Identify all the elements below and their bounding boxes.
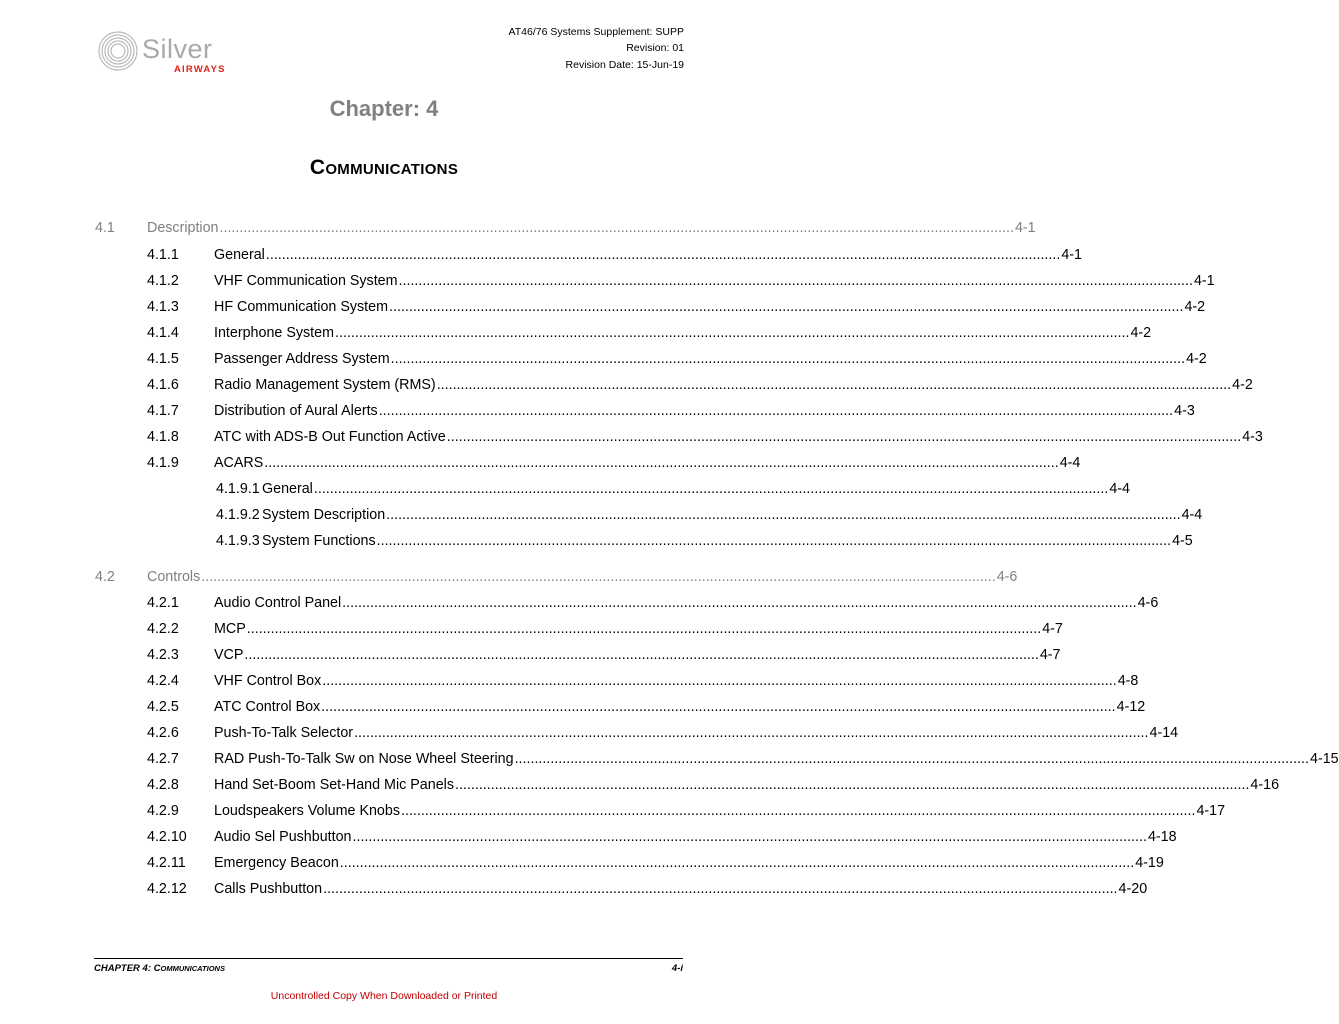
toc-entry-number: 4.2.11 bbox=[147, 855, 186, 871]
toc-entry-number: 4.2.5 bbox=[147, 699, 179, 715]
toc-entry[interactable] bbox=[147, 827, 1177, 847]
revision-number: Revision: 01 bbox=[626, 42, 684, 54]
toc-leader-dots: ........................................................................................................................................................................................................ bbox=[401, 803, 1196, 819]
toc-entry[interactable] bbox=[147, 427, 1263, 447]
toc-leader-dots: ........................................................................................................................................................................................................ bbox=[201, 569, 996, 585]
toc-entry[interactable] bbox=[147, 349, 1207, 369]
toc-entry-title: HF Communication System bbox=[214, 299, 388, 315]
toc-entry-page: 4-19 bbox=[1135, 855, 1164, 871]
toc-entry-page: 4-1 bbox=[1061, 247, 1082, 263]
toc-entry-title: VCP bbox=[214, 647, 244, 663]
toc-entry[interactable] bbox=[147, 453, 1081, 473]
toc-entry-number: 4.1.9 bbox=[147, 455, 179, 471]
toc-leader-dots: ........................................................................................................................................................................................................ bbox=[339, 855, 1135, 871]
toc-entry-page: 4-6 bbox=[1137, 595, 1159, 611]
chapter-heading bbox=[0, 156, 768, 180]
toc-entry-title: Calls Pushbutton bbox=[214, 881, 323, 897]
toc-leader-dots: ........................................................................................................................................................................................................ bbox=[376, 533, 1172, 549]
toc-entry-number: 4.1 bbox=[95, 220, 115, 236]
footer-page-number: 4-i bbox=[671, 963, 683, 974]
toc-entry[interactable] bbox=[147, 297, 1206, 317]
toc-entry[interactable] bbox=[95, 218, 1036, 238]
toc-entry-title: General bbox=[214, 247, 265, 263]
toc-entry-page: 4-14 bbox=[1149, 725, 1179, 741]
toc-leader-dots: ........................................................................................................................................................................................................ bbox=[321, 699, 1116, 715]
toc-entry-number: 4.2.9 bbox=[147, 803, 179, 819]
toc-entry[interactable] bbox=[147, 697, 1146, 717]
toc-leader-dots: ........................................................................................................................................................................................................ bbox=[322, 673, 1117, 689]
toc-entry[interactable] bbox=[147, 619, 1063, 639]
toc-entry-page: 4-5 bbox=[1172, 533, 1193, 549]
toc-entry[interactable] bbox=[147, 801, 1226, 821]
toc-entry-number: 4.2.12 bbox=[147, 881, 187, 897]
toc-entry-title: Emergency Beacon bbox=[214, 855, 339, 871]
toc-entry-title: ACARS bbox=[214, 455, 264, 471]
chapter-heading-initial: C bbox=[309, 156, 326, 179]
toc-leader-dots: ........................................................................................................................................................................................................ bbox=[246, 621, 1042, 637]
toc-entry-number: 4.2.4 bbox=[147, 673, 179, 689]
toc-leader-dots: ........................................................................................................................................................................................................ bbox=[244, 647, 1039, 663]
toc-entry-page: 4-2 bbox=[1186, 351, 1207, 367]
toc-entry-number: 4.1.7 bbox=[147, 403, 179, 419]
toc-entry-page: 4-1 bbox=[1193, 273, 1215, 289]
toc-entry-page: 4-7 bbox=[1042, 621, 1063, 637]
toc-entry-title: Interphone System bbox=[214, 325, 335, 341]
toc-entry-title: General bbox=[262, 481, 313, 497]
toc-entry-title: Loudspeakers Volume Knobs bbox=[214, 803, 400, 819]
toc-leader-dots: ........................................................................................................................................................................................................ bbox=[354, 725, 1149, 741]
toc-leader-dots: ........................................................................................................................................................................................................ bbox=[265, 247, 1061, 263]
toc-entry-page: 4-4 bbox=[1059, 455, 1081, 471]
toc-entry-number: 4.2 bbox=[95, 569, 115, 585]
toc-entry-page: 4-3 bbox=[1174, 403, 1195, 419]
footer-chapter-prefix: CHAPTER 4: C bbox=[94, 963, 161, 974]
toc-leader-dots: ........................................................................................................................................................................................................ bbox=[378, 403, 1174, 419]
revision-date: Revision Date: 15-Jun-19 bbox=[565, 59, 684, 71]
toc-entry-title: Distribution of Aural Alerts bbox=[214, 403, 378, 419]
toc-entry[interactable] bbox=[147, 645, 1061, 665]
toc-entry-page: 4-16 bbox=[1250, 777, 1280, 793]
toc-entry-number: 4.1.2 bbox=[147, 273, 179, 289]
toc-entry-page: 4-2 bbox=[1184, 299, 1206, 315]
toc-entry-page: 4-3 bbox=[1242, 429, 1263, 445]
toc-entry-title: Radio Management System (RMS) bbox=[214, 377, 436, 393]
toc-entry-page: 4-7 bbox=[1039, 647, 1061, 663]
toc-leader-dots: ........................................................................................................................................................................................................ bbox=[264, 455, 1059, 471]
toc-leader-dots: ........................................................................................................................................................................................................ bbox=[454, 777, 1250, 793]
toc-leader-dots: ........................................................................................................................................................................................................ bbox=[313, 481, 1109, 497]
toc-entry-number: 4.1.6 bbox=[147, 377, 179, 393]
toc-entry-page: 4-8 bbox=[1117, 673, 1139, 689]
toc-leader-dots: ........................................................................................................................................................................................................ bbox=[342, 595, 1137, 611]
toc-leader-dots: ........................................................................................................................................................................................................ bbox=[398, 273, 1193, 289]
toc-entry-number: 4.2.6 bbox=[147, 725, 179, 741]
toc-entry[interactable] bbox=[147, 401, 1195, 421]
toc-entry-number: 4.1.9.3 bbox=[216, 533, 260, 549]
toc-leader-dots: ........................................................................................................................................................................................................ bbox=[514, 751, 1310, 767]
toc-entry[interactable] bbox=[147, 593, 1159, 613]
toc-entry-page: 4-15 bbox=[1310, 751, 1339, 767]
toc-entry-number: 4.1.5 bbox=[147, 351, 179, 367]
toc-entry-page: 4-4 bbox=[1181, 507, 1203, 523]
toc-entry-title: MCP bbox=[214, 621, 246, 637]
toc-entry-number: 4.1.4 bbox=[147, 325, 179, 341]
toc-entry-page: 4-17 bbox=[1196, 803, 1226, 819]
toc-entry[interactable] bbox=[147, 671, 1139, 691]
footer-divider bbox=[94, 958, 683, 959]
footer-chapter-label bbox=[94, 963, 225, 974]
toc-entry[interactable] bbox=[216, 505, 1203, 525]
toc-entry-title: VHF Communication System bbox=[214, 273, 398, 289]
toc-entry-page: 4-2 bbox=[1130, 325, 1152, 341]
toc-entry[interactable] bbox=[147, 775, 1280, 795]
toc-entry-number: 4.1.9.2 bbox=[216, 507, 260, 523]
logo-brand-text: Silver bbox=[142, 34, 213, 64]
toc-entry-title: Audio Control Panel bbox=[214, 595, 342, 611]
toc-entry[interactable] bbox=[147, 749, 1339, 769]
toc-entry[interactable] bbox=[147, 375, 1253, 395]
toc-leader-dots: ........................................................................................................................................................................................................ bbox=[219, 220, 1014, 236]
toc-leader-dots: ........................................................................................................................................................................................................ bbox=[335, 325, 1130, 341]
toc-entry-title: ATC with ADS-B Out Function Active bbox=[214, 429, 446, 445]
document-title: AT46/76 Systems Supplement: SUPP bbox=[508, 26, 684, 38]
toc-leader-dots: ........................................................................................................................................................................................................ bbox=[352, 829, 1147, 845]
toc-entry-number: 4.1.1 bbox=[147, 247, 179, 263]
toc-entry-page: 4-2 bbox=[1232, 377, 1253, 393]
toc-leader-dots: ........................................................................................................................................................................................................ bbox=[323, 881, 1118, 897]
toc-entry-title: RAD Push-To-Talk Sw on Nose Wheel Steering bbox=[214, 751, 514, 767]
toc-leader-dots: ........................................................................................................................................................................................................ bbox=[436, 377, 1232, 393]
toc-entry-number: 4.2.7 bbox=[147, 751, 179, 767]
toc-entry[interactable] bbox=[147, 245, 1082, 265]
toc-entry-title: ATC Control Box bbox=[214, 699, 321, 715]
toc-entry-page: 4-18 bbox=[1147, 829, 1177, 845]
logo-swirl-icon bbox=[96, 26, 140, 76]
toc-entry-title: System Description bbox=[262, 507, 386, 523]
company-logo bbox=[96, 26, 236, 78]
toc-entry-title: Description bbox=[147, 220, 219, 236]
toc-entry-page: 4-20 bbox=[1118, 881, 1148, 897]
toc-leader-dots: ........................................................................................................................................................................................................ bbox=[390, 351, 1186, 367]
toc-entry-title: Audio Sel Pushbutton bbox=[214, 829, 352, 845]
toc-entry-title: Passenger Address System bbox=[214, 351, 390, 367]
toc-entry[interactable] bbox=[147, 723, 1179, 743]
toc-entry[interactable] bbox=[147, 323, 1152, 343]
toc-entry[interactable] bbox=[95, 567, 1018, 587]
toc-entry[interactable] bbox=[147, 879, 1148, 899]
toc-leader-dots: ........................................................................................................................................................................................................ bbox=[389, 299, 1184, 315]
toc-entry[interactable] bbox=[147, 853, 1164, 873]
toc-entry-number: 4.2.2 bbox=[147, 621, 179, 637]
toc-entry-number: 4.2.1 bbox=[147, 595, 179, 611]
toc-entry-title: Push-To-Talk Selector bbox=[214, 725, 354, 741]
logo-brand-subtext: AIRWAYS bbox=[174, 64, 226, 75]
toc-entry[interactable] bbox=[216, 531, 1193, 551]
toc-entry-page: 4-4 bbox=[1109, 481, 1130, 497]
toc-entry-title: System Functions bbox=[262, 533, 376, 549]
toc-leader-dots: ........................................................................................................................................................................................................ bbox=[386, 507, 1181, 523]
toc-entry-number: 4.1.3 bbox=[147, 299, 179, 315]
toc-entry-number: 4.1.9.1 bbox=[216, 481, 260, 497]
chapter-title: Chapter: 4 bbox=[329, 96, 439, 121]
toc-entry-page: 4-6 bbox=[996, 569, 1018, 585]
toc-entry-page: 4-1 bbox=[1014, 220, 1036, 236]
toc-entry-title: VHF Control Box bbox=[214, 673, 322, 689]
chapter-heading-rest: OMMUNICATIONS bbox=[325, 161, 459, 178]
toc-leader-dots: ........................................................................................................................................................................................................ bbox=[446, 429, 1242, 445]
toc-entry-number: 4.2.8 bbox=[147, 777, 179, 793]
toc-entry-number: 4.1.8 bbox=[147, 429, 179, 445]
toc-entry-title: Hand Set-Boom Set-Hand Mic Panels bbox=[214, 777, 454, 793]
toc-entry[interactable] bbox=[147, 271, 1215, 291]
toc-entry-number: 4.2.3 bbox=[147, 647, 179, 663]
toc-entry-page: 4-12 bbox=[1116, 699, 1146, 715]
footer-chapter-rest: OMMUNICATIONS bbox=[160, 964, 225, 973]
toc-entry-number: 4.2.10 bbox=[147, 829, 187, 845]
toc-entry-title: Controls bbox=[147, 569, 201, 585]
uncontrolled-copy-notice: Uncontrolled Copy When Downloaded or Printed bbox=[270, 990, 498, 1002]
toc-entry[interactable] bbox=[216, 479, 1130, 499]
